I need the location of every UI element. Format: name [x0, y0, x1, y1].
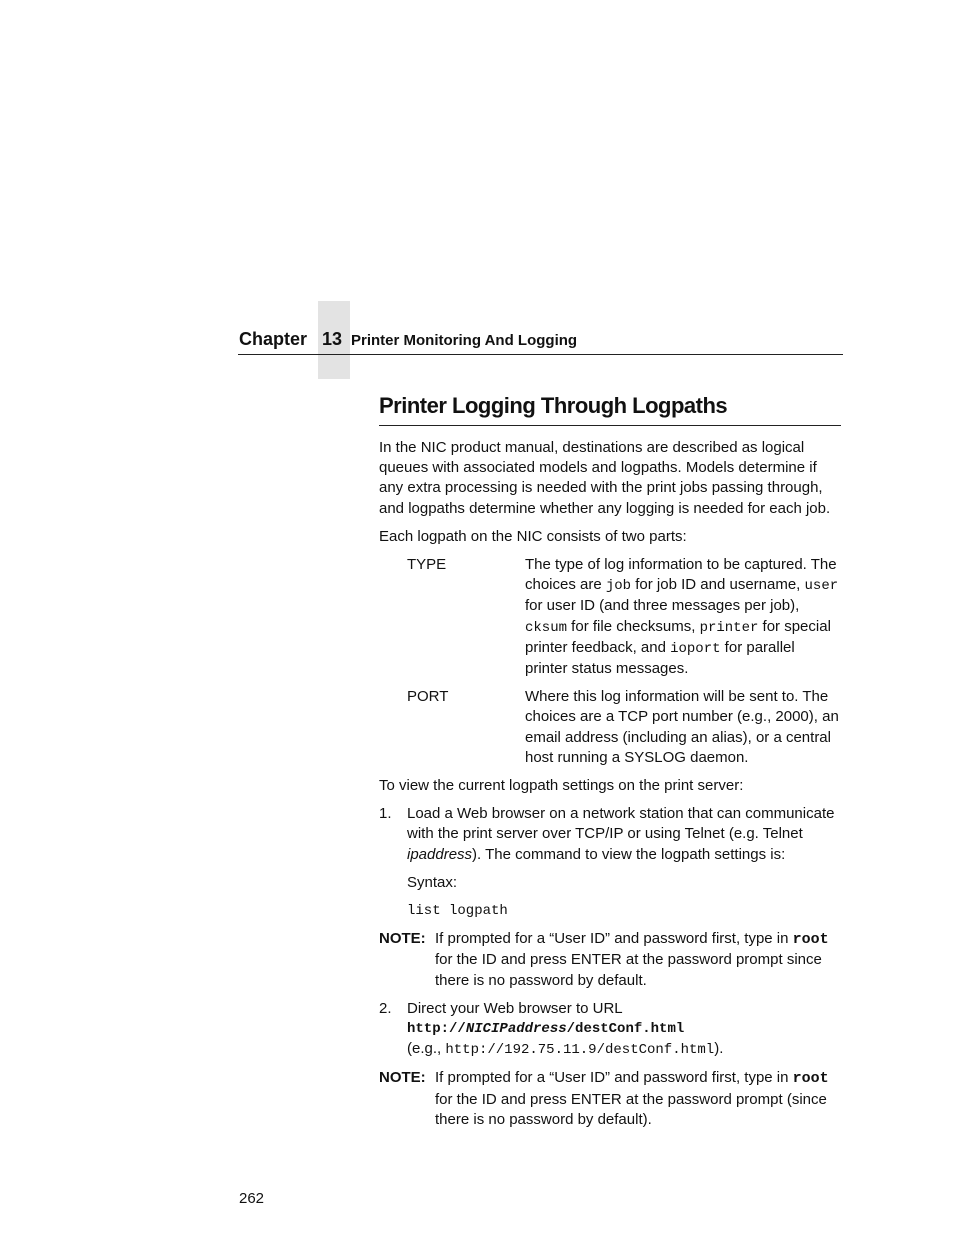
definition-term: PORT	[407, 688, 449, 706]
code-job: job	[605, 578, 632, 595]
definition-term: TYPE	[407, 556, 447, 574]
note-1	[379, 929, 841, 991]
syntax-label: Syntax:	[407, 873, 458, 891]
code-user: user	[804, 578, 839, 595]
code-root: root	[792, 931, 829, 949]
page-content	[379, 392, 841, 1138]
definition-list	[407, 555, 841, 768]
intro-paragraph: In the NIC product manual, destinations are described as logical queues with associated models and logpaths. Models determine if any extra processing is needed with the print jobs passing through, and logpaths determine whether any logging is needed for each job.	[379, 439, 831, 517]
step-1	[379, 804, 841, 921]
header-rule	[238, 354, 843, 355]
section-title: Printer Logging Through Logpaths	[379, 392, 841, 426]
note-2	[379, 1068, 841, 1130]
example-url: http://192.75.11.9/destConf.html	[445, 1042, 715, 1059]
step-2	[379, 999, 841, 1061]
syntax-command: list logpath	[407, 903, 508, 920]
code-ioport: ioport	[670, 640, 721, 657]
url-example: (e.g., http://192.75.11.9/destConf.html).	[407, 1040, 724, 1059]
view-intro: To view the current logpath settings on the print server:	[379, 777, 744, 795]
step-number: 1.	[379, 805, 392, 823]
note-body: If prompted for a “User ID” and password first, type in root for the ID and press ENTER at the password prompt (since there is no password by default).	[435, 1069, 829, 1128]
note-label: NOTE:	[379, 930, 426, 948]
chapter-title: Printer Monitoring And Logging	[351, 332, 578, 349]
chapter-label: Chapter	[239, 329, 308, 349]
url-template: http://NICIPaddress/destConf.html	[407, 1021, 685, 1038]
step-body: Direct your Web browser to URL http://NICIPaddress/destConf.html (e.g., http://192.75.11.9/destConf.html).	[407, 999, 841, 1061]
definition-port	[407, 687, 841, 768]
step-number: 2.	[379, 999, 392, 1017]
step-body: Load a Web browser on a network station that can communicate with the print server over TCP/IP or using Telnet (e.g. Telnet ipaddress). The command to view the logpath settings is: Syntax: list logpath	[407, 804, 841, 921]
code-cksum: cksum	[525, 619, 568, 636]
definition-description: The type of log information to be captured. The choices are job for job ID and username, user for user ID (and three messages per job), cksum for file checksums, printer for special printer feedback, and ioport for parallel printer status messages.	[525, 556, 839, 678]
ipaddress-placeholder: ipaddress	[407, 845, 473, 863]
note-body: If prompted for a “User ID” and password first, type in root for the ID and press ENTER at the password prompt since there is no password by default.	[435, 930, 829, 989]
definition-type	[407, 555, 841, 679]
chapter-number: 13	[322, 329, 343, 349]
definition-description: Where this log information will be sent to. The choices are a TCP port number (e.g., 2000), an email address (including an alias), or a central host running a SYSLOG daemon.	[525, 688, 839, 766]
code-printer: printer	[699, 619, 759, 636]
note-label: NOTE:	[379, 1069, 426, 1087]
code-root: root	[792, 1070, 829, 1088]
page-number: 262	[239, 1190, 265, 1207]
logpath-intro: Each logpath on the NIC consists of two parts:	[379, 527, 687, 545]
